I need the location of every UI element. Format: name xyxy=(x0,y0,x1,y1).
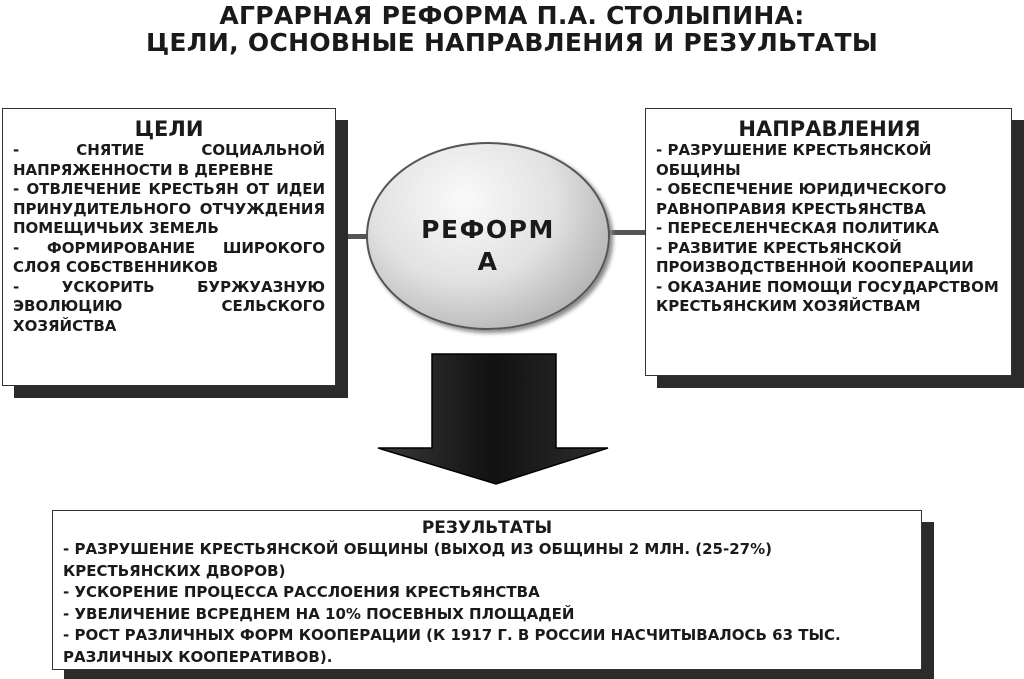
directions-item: - ОБЕСПЕЧЕНИЕ ЮРИДИЧЕСКОГО РАВНОПРАВИЯ КРЕСТЬЯНСТВА xyxy=(656,180,947,218)
reform-label xyxy=(366,214,610,278)
results-item: - РАЗРУШЕНИЕ КРЕСТЬЯНСКОЙ ОБЩИНЫ (ВЫХОД ИЗ ОБЩИНЫ 2 МЛН. (25-27%) КРЕСТЬЯНСКИХ ДВОРОВ) xyxy=(63,540,772,580)
title-line-1: АГРАРНАЯ РЕФОРМА П.А. СТОЛЫПИНА: xyxy=(219,1,805,30)
goals-item: - ФОРМИРОВАНИЕ ШИРОКОГО СЛОЯ СОБСТВЕННИКОВ xyxy=(13,238,325,276)
directions-box xyxy=(645,108,1012,376)
goals-item: - ОТВЛЕЧЕНИЕ КРЕСТЬЯН ОТ ИДЕИ ПРИНУДИТЕЛЬНОГО ОТЧУЖДЕНИЯ ПОМЕЩИЧЬИХ ЗЕМЕЛЬ xyxy=(13,180,325,237)
results-box xyxy=(52,510,922,670)
directions-item: - ПЕРЕСЕЛЕНЧЕСКАЯ ПОЛИТИКА xyxy=(656,219,939,237)
results-item: - УСКОРЕНИЕ ПРОЦЕССА РАССЛОЕНИЯ КРЕСТЬЯНСТВА xyxy=(63,583,540,601)
reform-label-line-2: А xyxy=(477,247,499,276)
goals-item: - СНЯТИЕ СОЦИАЛЬНОЙ НАПРЯЖЕННОСТИ В ДЕРЕВНЕ xyxy=(13,141,325,179)
goals-item: - УСКОРИТЬ БУРЖУАЗНУЮ ЭВОЛЮЦИЮ СЕЛЬСКОГО ХОЗЯЙСТВА xyxy=(13,277,325,335)
title-line-2: ЦЕЛИ, ОСНОВНЫЕ НАПРАВЛЕНИЯ И РЕЗУЛЬТАТЫ xyxy=(145,28,879,57)
results-item: - РОСТ РАЗЛИЧНЫХ ФОРМ КООПЕРАЦИИ (К 1917 Г. В РОССИИ НАСЧИТЫВАЛОСЬ 63 ТЫС. РАЗЛИЧНЫХ КООПЕРАТИВОВ). xyxy=(63,626,841,666)
connector-right xyxy=(606,230,648,235)
results-item: - УВЕЛИЧЕНИЕ ВСРЕДНЕМ НА 10% ПОСЕВНЫХ ПЛОЩАДЕЙ xyxy=(63,604,575,623)
directions-item: - РАЗРУШЕНИЕ КРЕСТЬЯНСКОЙ ОБЩИНЫ xyxy=(656,141,932,179)
goals-heading: ЦЕЛИ xyxy=(134,117,204,141)
goals-box xyxy=(2,108,336,386)
diagram-title xyxy=(0,2,1024,56)
directions-item: - РАЗВИТИЕ КРЕСТЬЯНСКОЙ ПРОИЗВОДСТВЕННОЙ КООПЕРАЦИИ xyxy=(656,238,974,276)
directions-item: - ОКАЗАНИЕ ПОМОЩИ ГОСУДАРСТВОМ КРЕСТЬЯНСКИМ ХОЗЯЙСТВАМ xyxy=(656,277,999,315)
connector-left xyxy=(336,234,370,239)
directions-heading: НАПРАВЛЕНИЯ xyxy=(738,117,921,141)
results-heading: РЕЗУЛЬТАТЫ xyxy=(421,518,553,538)
down-arrow-icon xyxy=(376,352,610,486)
reform-label-line-1: РЕФОРМ xyxy=(421,215,555,244)
